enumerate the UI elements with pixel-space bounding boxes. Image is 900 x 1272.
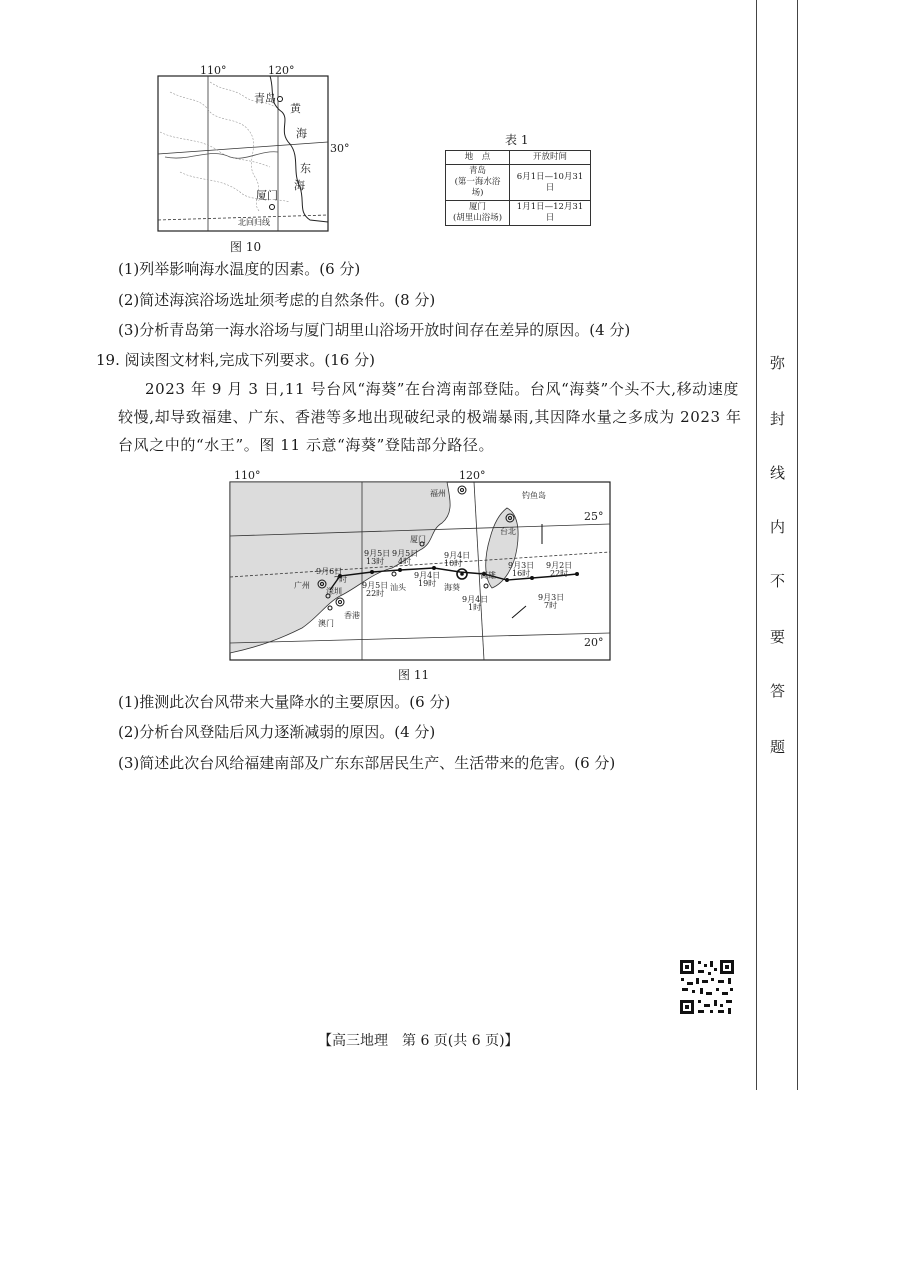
seal-char: 不 — [770, 572, 786, 590]
fig11-map — [222, 468, 622, 683]
track-point — [505, 578, 509, 582]
q19-sub-3: (3)简述此次台风给福建南部及广东东部居民生产、生活带来的危害。(6 分) — [118, 754, 616, 772]
time-0902-d: 9月2日 — [546, 561, 573, 570]
seal-char: 线 — [770, 464, 786, 482]
q19-para-line-2: 较慢,却导致福建、广东、香港等多地出现破纪录的极端暴雨,其因降水量之多成为 2023 年 — [118, 408, 742, 426]
label-xianggang: 香港 — [344, 611, 360, 620]
time-0903b-h: 7时 — [544, 601, 558, 610]
time-0905c-d: 9月5日 — [362, 581, 389, 590]
label-gaoxiong: 高雄 — [480, 571, 496, 580]
label-huang: 黄 — [290, 102, 301, 115]
time-0904b-h: 10时 — [444, 559, 463, 568]
fig10-lat-30: 30° — [330, 142, 350, 155]
time-0904c-h: 19时 — [418, 579, 437, 588]
table-header-place: 地 点 — [446, 151, 510, 165]
label-shenzhen: 深圳 — [326, 587, 342, 596]
seal-line-column — [756, 0, 798, 1090]
label-diaoyudao: 钓鱼岛 — [522, 491, 546, 500]
figure-10 — [150, 62, 350, 266]
table-1 — [445, 150, 591, 226]
time-0905a-d: 9月5日 — [392, 549, 419, 558]
time-0904b-d: 9月4日 — [444, 551, 471, 560]
time-0904a-h: 1时 — [468, 603, 482, 612]
seal-char: 答 — [770, 682, 786, 700]
place-sub: (第一海水浴场) — [454, 177, 501, 198]
table-row — [446, 201, 591, 226]
place-sub: (胡里山浴场) — [452, 213, 503, 223]
time-0905b-h: 13时 — [366, 557, 385, 566]
figure-11 — [222, 468, 622, 687]
qr-code — [678, 958, 736, 1016]
label-hai-2: 海 — [294, 179, 305, 192]
time-0903a-h: 16时 — [512, 569, 531, 578]
table-cell-place — [446, 201, 510, 226]
time-0905c-h: 22时 — [366, 589, 385, 598]
qr-code-icon — [678, 958, 736, 1016]
seal-char: 要 — [770, 628, 786, 646]
track-point — [370, 570, 374, 574]
label-guangzhou: 广州 — [294, 581, 310, 590]
fig11-lat-20: 20° — [584, 636, 604, 649]
table-header-row — [446, 151, 591, 165]
place-name: 厦门 — [469, 202, 487, 212]
label-haikui: 海葵 — [444, 583, 460, 592]
label-hai-1: 海 — [296, 127, 307, 140]
label-taibei: 台北 — [500, 527, 516, 536]
fig11-lon-120: 120° — [459, 469, 486, 482]
table-row — [446, 165, 591, 201]
seal-char: 题 — [770, 738, 786, 756]
q18-sub-1: (1)列举影响海水温度的因素。(6 分) — [118, 260, 361, 278]
time-0903b-d: 9月3日 — [538, 593, 565, 602]
seal-char: 封 — [770, 410, 786, 428]
seal-char: 弥 — [770, 354, 786, 372]
fig11-caption: 图 11 — [398, 668, 430, 682]
time-0904a-d: 9月4日 — [462, 595, 489, 604]
seal-char: 内 — [770, 518, 786, 536]
typhoon-icon-core — [460, 572, 464, 576]
track-point — [575, 572, 579, 576]
q19-sub-1: (1)推测此次台风带来大量降水的主要原因。(6 分) — [118, 693, 451, 711]
label-xiamen: 厦门 — [256, 189, 278, 202]
xiamen-marker — [270, 205, 275, 210]
table-cell-time: 6月1日—10月31日 — [510, 165, 591, 201]
qingdao-marker — [278, 97, 283, 102]
track-point — [398, 568, 402, 572]
fig11-lon-110: 110° — [234, 469, 261, 482]
time-0905a-h: 4时 — [398, 557, 412, 566]
label-shantou: 汕头 — [390, 583, 406, 592]
page-footer: 【高三地理 第 6 页(共 6 页)】 — [318, 1033, 519, 1049]
table-cell-place — [446, 165, 510, 201]
time-0906-h: 7时 — [334, 575, 348, 584]
fig10-map — [150, 62, 350, 262]
label-xiamen-11: 厦门 — [410, 535, 426, 544]
label-aomen: 澳门 — [318, 619, 334, 628]
track-point — [530, 576, 534, 580]
time-0905b-d: 9月5日 — [364, 549, 391, 558]
time-0903a-d: 9月3日 — [508, 561, 535, 570]
fig10-lon-120: 120° — [268, 64, 295, 77]
q19-para-line-3: 台风之中的“水王”。图 11 示意“海葵”登陆部分路径。 — [118, 436, 495, 454]
q18-sub-3: (3)分析青岛第一海水浴场与厦门胡里山浴场开放时间存在差异的原因。(4 分) — [118, 321, 631, 339]
fig10-lon-110: 110° — [200, 64, 227, 77]
label-fuzhou: 福州 — [430, 489, 446, 498]
time-0902-h: 22时 — [550, 569, 569, 578]
q19-sub-2: (2)分析台风登陆后风力逐渐减弱的原因。(4 分) — [118, 723, 436, 741]
label-qingdao: 青岛 — [254, 92, 276, 105]
label-tropic: 北回归线 — [238, 218, 270, 227]
table-cell-time: 1月1日—12月31日 — [510, 201, 591, 226]
place-name: 青岛 — [469, 166, 487, 176]
q19-stem: 19. 阅读图文材料,完成下列要求。(16 分) — [96, 351, 375, 369]
time-0904c-d: 9月4日 — [414, 571, 441, 580]
fig11-lat-25: 25° — [584, 510, 604, 523]
track-point — [432, 566, 436, 570]
fig10-caption: 图 10 — [230, 240, 262, 254]
q19-para-line-1: 2023 年 9 月 3 日,11 号台风“海葵”在台湾南部登陆。台风“海葵”个头不大,移动速度 — [145, 380, 739, 398]
time-0906-d: 9月6日 — [316, 567, 343, 576]
q18-sub-2: (2)简述海滨浴场选址须考虑的自然条件。(8 分) — [118, 291, 436, 309]
label-dong: 东 — [300, 162, 311, 175]
table1-title: 表 1 — [505, 133, 529, 147]
table-header-time: 开放时间 — [510, 151, 591, 165]
